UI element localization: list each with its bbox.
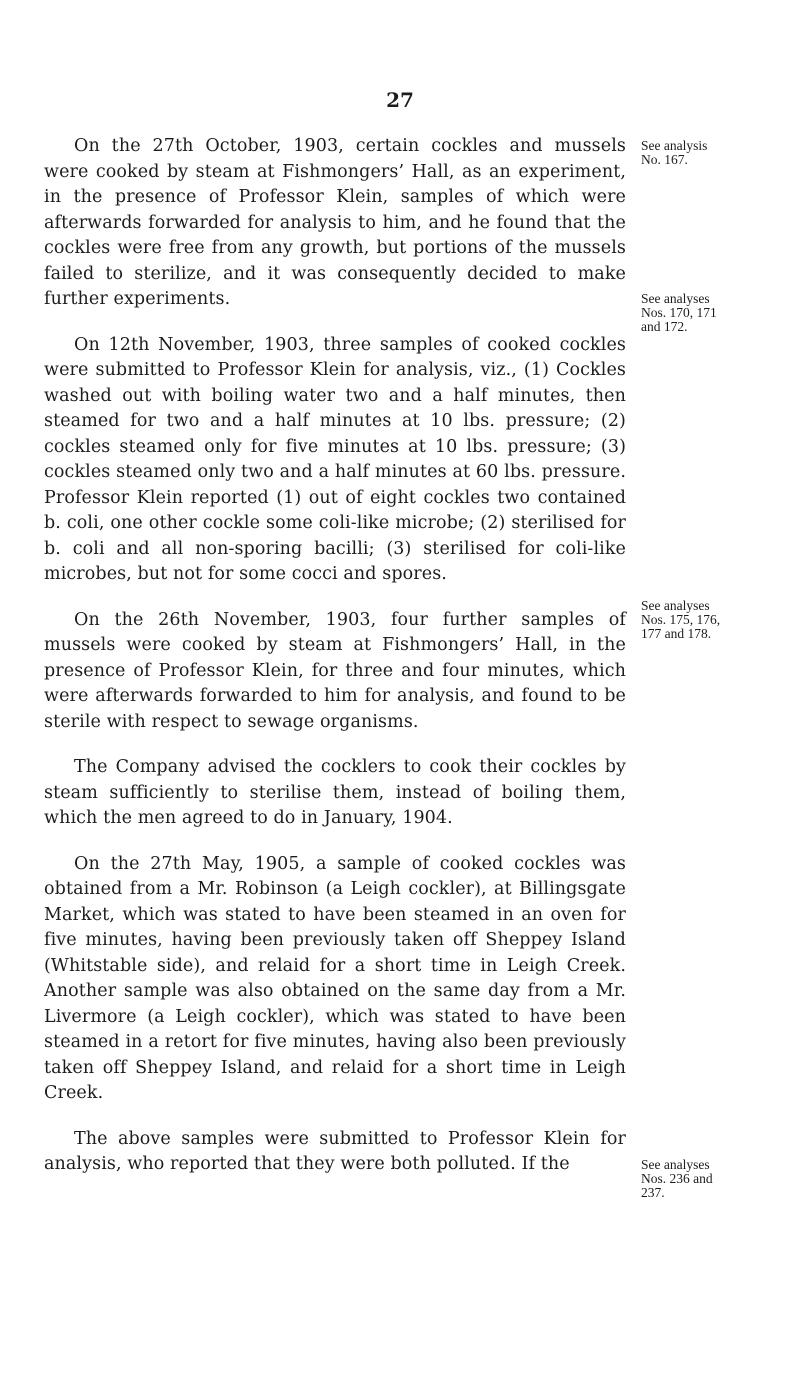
margin-note-analyses-170-172 xyxy=(641,292,791,334)
margin-note-line: Nos. 236 and xyxy=(641,1171,713,1186)
margin-note-analyses-175-178 xyxy=(641,599,791,641)
margin-note-analysis-167 xyxy=(641,139,791,167)
margin-note-line: See analyses xyxy=(641,598,710,613)
margin-note-line: Nos. 175, 176, xyxy=(641,612,721,627)
margin-note-line: and 172. xyxy=(641,319,688,334)
margin-note-line: See analyses xyxy=(641,1157,710,1172)
paragraph-company-advice: The Company advised the cocklers to cook their cockles by steam sufficiently to sterilise them, instead of boiling them, which the men agreed to do in January, 1904. xyxy=(44,757,626,828)
paragraph-november-12-1903: On 12th November, 1903, three samples of cooked cockles were submitted to Professor Klein for analysis, viz., (1) Cockles washed out with boiling water two and a half minutes, then steamed for two and a half minutes at 10 lbs. pressure; (2) cockles steamed only for five minutes at 10 lbs. pressure; (3) cockles steamed only two and a half minutes at 60 lbs. pressure. Professor Klein reported (1) out of eight cockles two contained b. coli, one other cockle some coli-like microbe; (2) sterilised for b. coli and all non-sporing bacilli; (3) sterilised for coli-like microbes, but not for some cocci and spores. xyxy=(44,334,626,584)
paragraph-november-26-1903: On the 26th November, 1903, four further samples of mussels were cooked by steam at Fishmongers’ Hall, in the presence of Professor Klein, for three and four minutes, which were afterwards forwarded to him for analysis, and found to be sterile with respect to sewage organisms. xyxy=(44,609,626,732)
body-text xyxy=(44,134,626,1198)
page-number: 27 xyxy=(386,88,414,112)
margin-note-line: See analyses xyxy=(641,291,710,306)
margin-note-line: Nos. 170, 171 xyxy=(641,305,717,320)
paragraph-samples-submitted: The above samples were submitted to Professor Klein for analysis, who reported that they were both polluted. If the xyxy=(44,1128,626,1174)
margin-note-line: 177 and 178. xyxy=(641,626,712,641)
margin-note-line: 237. xyxy=(641,1185,665,1200)
margin-note-analyses-236-237 xyxy=(641,1158,791,1200)
margin-note-line: See analysis xyxy=(641,138,708,153)
paragraph-october-1903: On the 27th October, 1903, certain cockles and mussels were cooked by steam at Fishmongers’ Hall, as an experiment, in the presence of Professor Klein, samples of which were afterwards forwarded for analysis to him, and he found that the cockles were free from any growth, but portions of the mussels failed to sterilize, and it was consequently decided to make further experiments. xyxy=(44,136,626,309)
margin-note-line: No. 167. xyxy=(641,152,688,167)
paragraph-may-1905: On the 27th May, 1905, a sample of cooked cockles was obtained from a Mr. Robinson (a Leigh cockler), at Billingsgate Market, which was stated to have been steamed in an oven for five minutes, having been previously taken off Sheppey Island (Whitstable side), and relaid for a short time in Leigh Creek. Another sample was also obtained on the same day from a Mr. Livermore (a Leigh cockler), which was stated to have been steamed in a retort for five minutes, having also been previously taken off Sheppey Island, and relaid for a short time in Leigh Creek. xyxy=(44,853,626,1103)
